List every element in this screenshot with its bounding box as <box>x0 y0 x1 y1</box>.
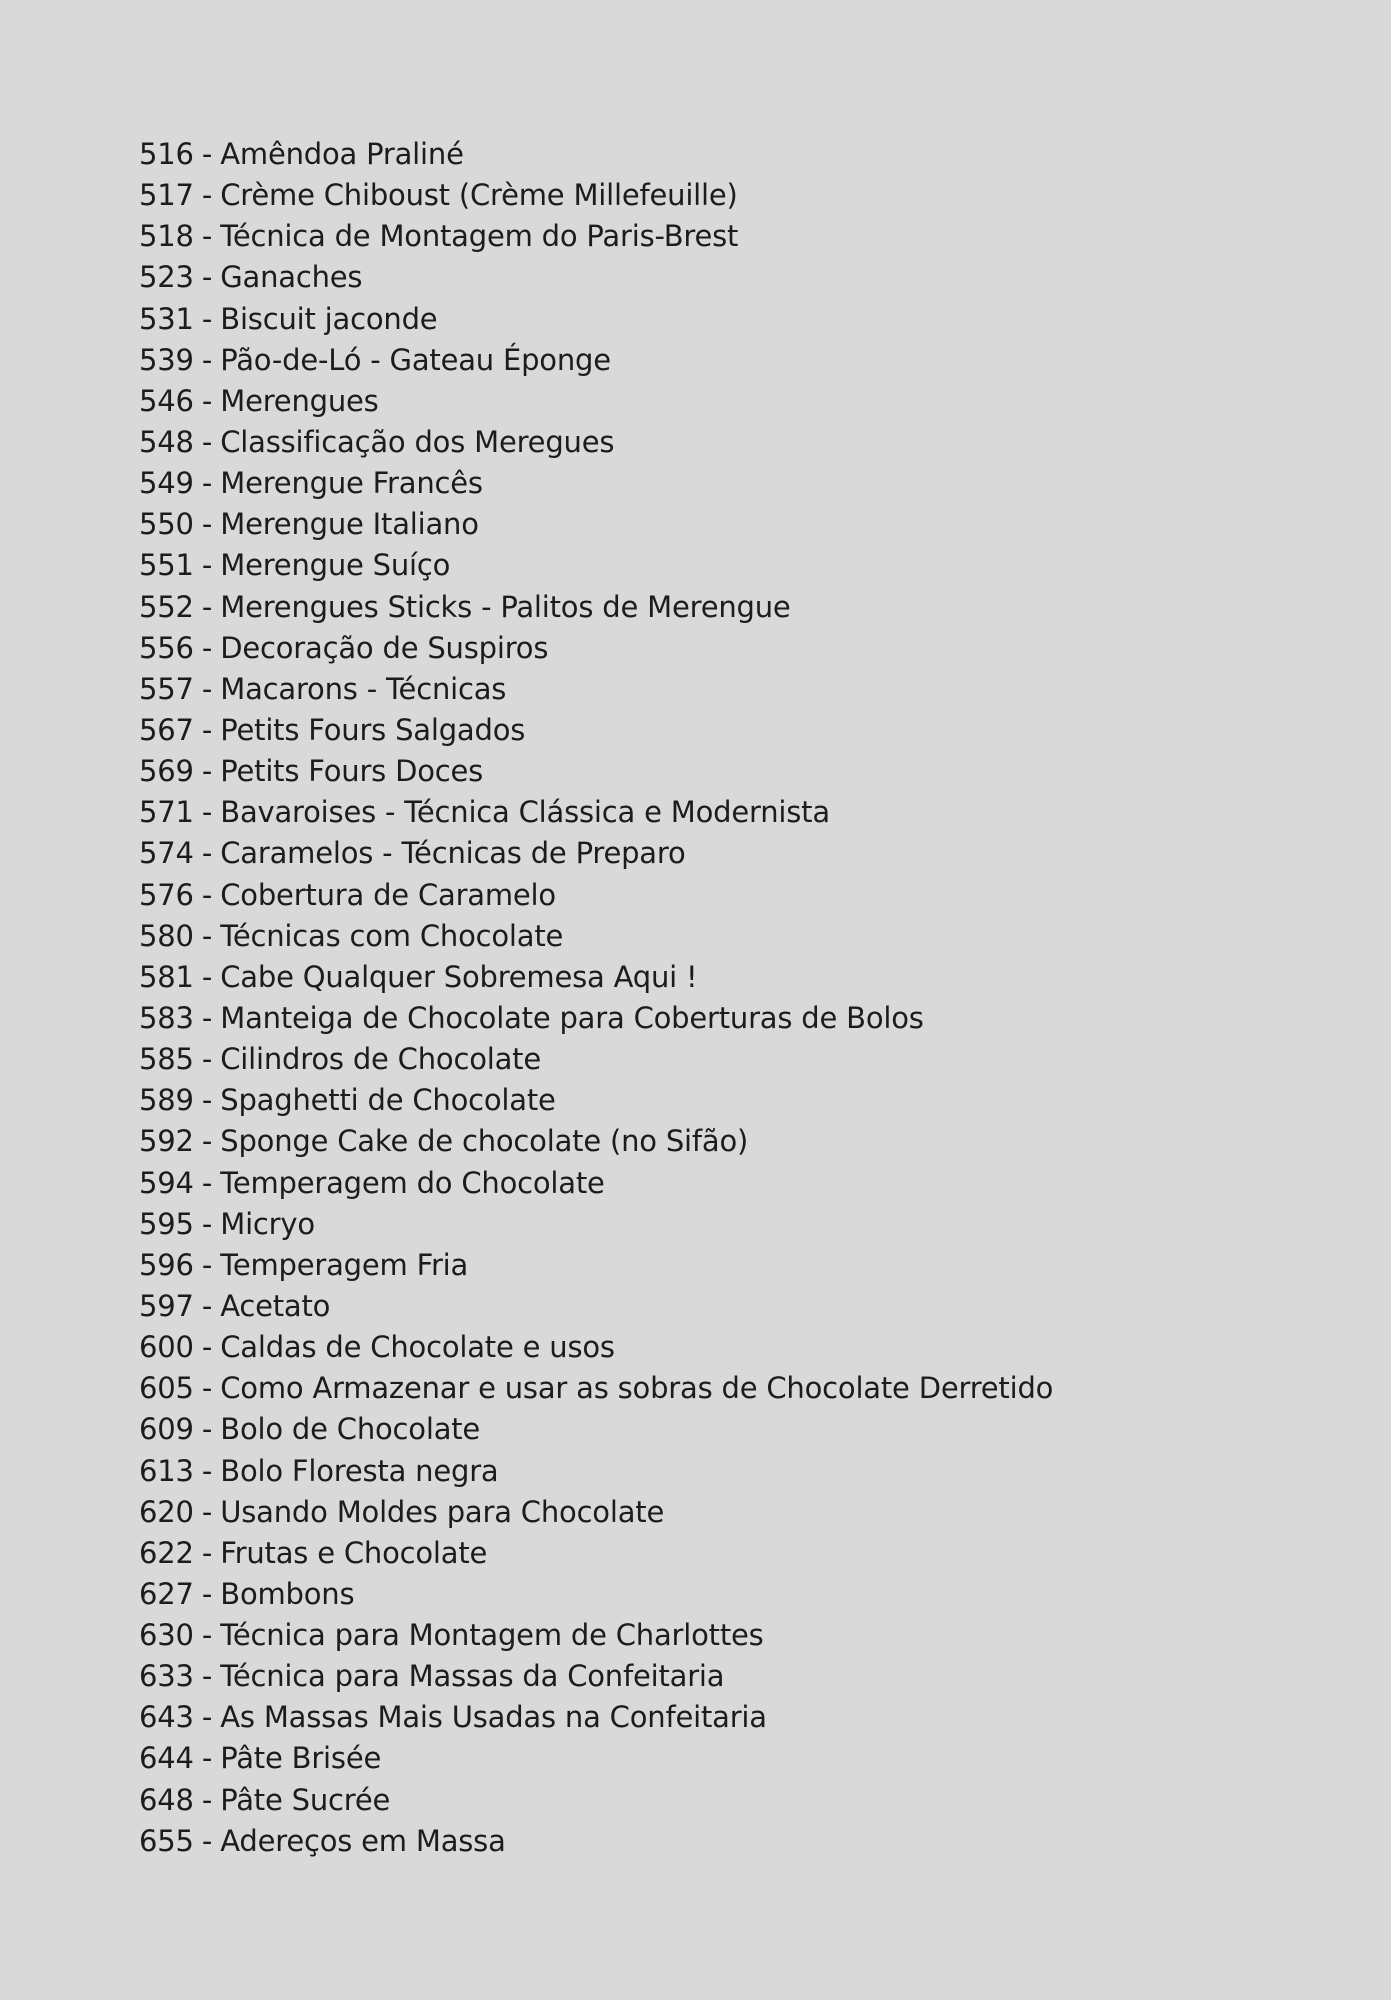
toc-page-number: 551 <box>139 548 194 583</box>
toc-title: Técnica para Massas da Confeitaria <box>220 1659 725 1694</box>
toc-title: Amêndoa Praliné <box>220 137 464 171</box>
toc-page-number: 600 <box>139 1330 194 1365</box>
toc-title: Frutas e Chocolate <box>220 1535 488 1570</box>
toc-entry <box>139 422 1053 463</box>
toc-title: Manteiga de Chocolate para Coberturas de Bolos <box>220 1000 924 1035</box>
toc-separator: - <box>201 1000 213 1035</box>
toc-page-number: 627 <box>139 1576 194 1611</box>
toc-entry <box>139 134 1053 175</box>
toc-title: Cabe Qualquer Sobremesa Aqui ! <box>220 959 698 994</box>
toc-entry <box>139 710 1053 751</box>
toc-page-number: 655 <box>139 1823 194 1858</box>
toc-entry <box>139 299 1053 340</box>
toc-page-number: 571 <box>139 795 194 830</box>
toc-page-number: 523 <box>139 260 194 295</box>
toc-separator: - <box>201 1042 213 1077</box>
toc-separator: - <box>201 1700 213 1735</box>
toc-page-number: 546 <box>139 383 194 418</box>
toc-title: Pâte Sucrée <box>220 1782 391 1817</box>
toc-entry <box>139 1409 1053 1450</box>
toc-title: Usando Moldes para Chocolate <box>220 1494 665 1529</box>
toc-page-number: 595 <box>139 1206 194 1241</box>
toc-page-number: 581 <box>139 959 194 994</box>
toc-page-number: 597 <box>139 1288 194 1323</box>
toc-entry <box>139 1121 1053 1162</box>
toc-separator: - <box>201 1618 213 1653</box>
toc-title: Micryo <box>220 1206 315 1241</box>
toc-title: Biscuit jaconde <box>220 301 438 336</box>
toc-entry <box>139 1821 1053 1862</box>
toc-entry <box>139 504 1053 545</box>
toc-page-number: 539 <box>139 342 194 377</box>
toc-title: Spaghetti de Chocolate <box>220 1083 556 1118</box>
toc-entry <box>139 916 1053 957</box>
toc-title: Sponge Cake de chocolate (no Sifão) <box>220 1124 749 1159</box>
toc-entry <box>139 957 1053 998</box>
toc-separator: - <box>201 1330 213 1365</box>
toc-entry <box>139 545 1053 586</box>
toc-title: Técnica para Montagem de Charlottes <box>220 1618 764 1653</box>
toc-entry <box>139 587 1053 628</box>
toc-page-number: 557 <box>139 671 194 706</box>
toc-separator: - <box>201 1165 213 1200</box>
toc-entry <box>139 463 1053 504</box>
toc-separator: - <box>201 630 213 665</box>
toc-page-number: 609 <box>139 1412 194 1447</box>
toc-page-number: 567 <box>139 712 194 747</box>
toc-separator: - <box>201 918 213 953</box>
toc-page-number: 516 <box>139 137 194 171</box>
toc-page-number: 518 <box>139 219 194 254</box>
toc-entry <box>139 792 1053 833</box>
toc-entry <box>139 340 1053 381</box>
toc-separator: - <box>201 754 213 789</box>
toc-separator: - <box>201 1247 213 1282</box>
toc-separator: - <box>201 1659 213 1694</box>
toc-page-number: 643 <box>139 1700 194 1735</box>
toc-title: Temperagem do Chocolate <box>220 1165 605 1200</box>
toc-title: Merengues Sticks - Palitos de Merengue <box>220 589 791 624</box>
toc-title: Decoração de Suspiros <box>220 630 549 665</box>
toc-entry <box>139 1327 1053 1368</box>
toc-page-number: 613 <box>139 1453 194 1488</box>
toc-separator: - <box>201 959 213 994</box>
toc-page-number: 622 <box>139 1535 194 1570</box>
toc-separator: - <box>201 507 213 542</box>
toc-separator: - <box>201 424 213 459</box>
toc-separator: - <box>201 1124 213 1159</box>
toc-title: Petits Fours Doces <box>220 754 484 789</box>
toc-entry <box>139 669 1053 710</box>
toc-separator: - <box>201 137 213 171</box>
toc-entry <box>139 216 1053 257</box>
toc-page-number: 580 <box>139 918 194 953</box>
toc-title: Técnicas com Chocolate <box>220 918 564 953</box>
toc-page-number: 589 <box>139 1083 194 1118</box>
toc-page-number: 548 <box>139 424 194 459</box>
toc-title: Merengue Italiano <box>220 507 479 542</box>
toc-page-number: 585 <box>139 1042 194 1077</box>
toc-title: Caldas de Chocolate e usos <box>220 1330 615 1365</box>
toc-title: As Massas Mais Usadas na Confeitaria <box>220 1700 767 1735</box>
table-of-contents <box>139 134 1053 1862</box>
toc-separator: - <box>201 1576 213 1611</box>
toc-entry <box>139 1204 1053 1245</box>
toc-title: Crème Chiboust (Crème Millefeuille) <box>220 178 738 213</box>
toc-entry <box>139 1492 1053 1533</box>
toc-separator: - <box>201 877 213 912</box>
toc-title: Acetato <box>220 1288 331 1323</box>
toc-entry <box>139 1286 1053 1327</box>
toc-page-number: 620 <box>139 1494 194 1529</box>
toc-title: Cilindros de Chocolate <box>220 1042 541 1077</box>
toc-entry <box>139 1451 1053 1492</box>
toc-entry <box>139 1656 1053 1697</box>
toc-page-number: 549 <box>139 466 194 501</box>
toc-entry <box>139 875 1053 916</box>
toc-entry <box>139 1738 1053 1779</box>
toc-separator: - <box>201 466 213 501</box>
toc-separator: - <box>201 1288 213 1323</box>
toc-separator: - <box>201 589 213 624</box>
toc-entry <box>139 381 1053 422</box>
toc-separator: - <box>201 1083 213 1118</box>
toc-separator: - <box>201 1823 213 1858</box>
toc-separator: - <box>201 1494 213 1529</box>
toc-page-number: 550 <box>139 507 194 542</box>
toc-entry <box>139 998 1053 1039</box>
toc-separator: - <box>201 795 213 830</box>
toc-title: Adereços em Massa <box>220 1823 506 1858</box>
toc-entry <box>139 628 1053 669</box>
toc-title: Bombons <box>220 1576 355 1611</box>
toc-title: Bavaroises - Técnica Clássica e Modernista <box>220 795 830 830</box>
toc-page-number: 644 <box>139 1741 194 1776</box>
toc-separator: - <box>201 1371 213 1406</box>
toc-separator: - <box>201 1453 213 1488</box>
toc-entry <box>139 1697 1053 1738</box>
toc-page-number: 531 <box>139 301 194 336</box>
toc-entry <box>139 1039 1053 1080</box>
toc-title: Temperagem Fria <box>220 1247 469 1282</box>
toc-separator: - <box>201 301 213 336</box>
toc-separator: - <box>201 1741 213 1776</box>
toc-page-number: 592 <box>139 1124 194 1159</box>
toc-entry <box>139 1533 1053 1574</box>
toc-page-number: 648 <box>139 1782 194 1817</box>
toc-title: Cobertura de Caramelo <box>220 877 556 912</box>
toc-entry <box>139 1080 1053 1121</box>
toc-separator: - <box>201 548 213 583</box>
toc-title: Macarons - Técnicas <box>220 671 507 706</box>
toc-entry <box>139 833 1053 874</box>
toc-page-number: 574 <box>139 836 194 871</box>
toc-separator: - <box>201 836 213 871</box>
toc-page-number: 605 <box>139 1371 194 1406</box>
toc-page-number: 556 <box>139 630 194 665</box>
toc-page-number: 630 <box>139 1618 194 1653</box>
toc-title: Merengue Suíço <box>220 548 451 583</box>
toc-separator: - <box>201 219 213 254</box>
toc-title: Bolo Floresta negra <box>220 1453 499 1488</box>
toc-entry <box>139 1574 1053 1615</box>
toc-page-number: 569 <box>139 754 194 789</box>
toc-title: Caramelos - Técnicas de Preparo <box>220 836 686 871</box>
toc-separator: - <box>201 1535 213 1570</box>
toc-entry <box>139 1615 1053 1656</box>
toc-title: Como Armazenar e usar as sobras de Chocolate Derretido <box>220 1371 1054 1406</box>
toc-separator: - <box>201 712 213 747</box>
toc-entry <box>139 1245 1053 1286</box>
toc-page-number: 596 <box>139 1247 194 1282</box>
toc-page-number: 517 <box>139 178 194 213</box>
toc-page-number: 583 <box>139 1000 194 1035</box>
toc-page-number: 576 <box>139 877 194 912</box>
toc-entry <box>139 175 1053 216</box>
toc-separator: - <box>201 260 213 295</box>
toc-separator: - <box>201 1412 213 1447</box>
toc-entry <box>139 751 1053 792</box>
toc-page-number: 633 <box>139 1659 194 1694</box>
toc-separator: - <box>201 342 213 377</box>
toc-title: Classificação dos Meregues <box>220 424 615 459</box>
toc-entry <box>139 257 1053 298</box>
toc-title: Merengues <box>220 383 379 418</box>
toc-page-number: 552 <box>139 589 194 624</box>
toc-title: Técnica de Montagem do Paris-Brest <box>220 219 739 254</box>
toc-separator: - <box>201 383 213 418</box>
toc-entry <box>139 1163 1053 1204</box>
toc-title: Ganaches <box>220 260 363 295</box>
toc-separator: - <box>201 178 213 213</box>
toc-title: Merengue Francês <box>220 466 483 501</box>
toc-separator: - <box>201 1782 213 1817</box>
toc-page-number: 594 <box>139 1165 194 1200</box>
toc-separator: - <box>201 671 213 706</box>
toc-entry <box>139 1368 1053 1409</box>
toc-title: Bolo de Chocolate <box>220 1412 481 1447</box>
toc-title: Pâte Brisée <box>220 1741 382 1776</box>
toc-title: Petits Fours Salgados <box>220 712 526 747</box>
toc-title: Pão-de-Ló - Gateau Éponge <box>220 342 611 377</box>
toc-separator: - <box>201 1206 213 1241</box>
toc-entry <box>139 1780 1053 1821</box>
